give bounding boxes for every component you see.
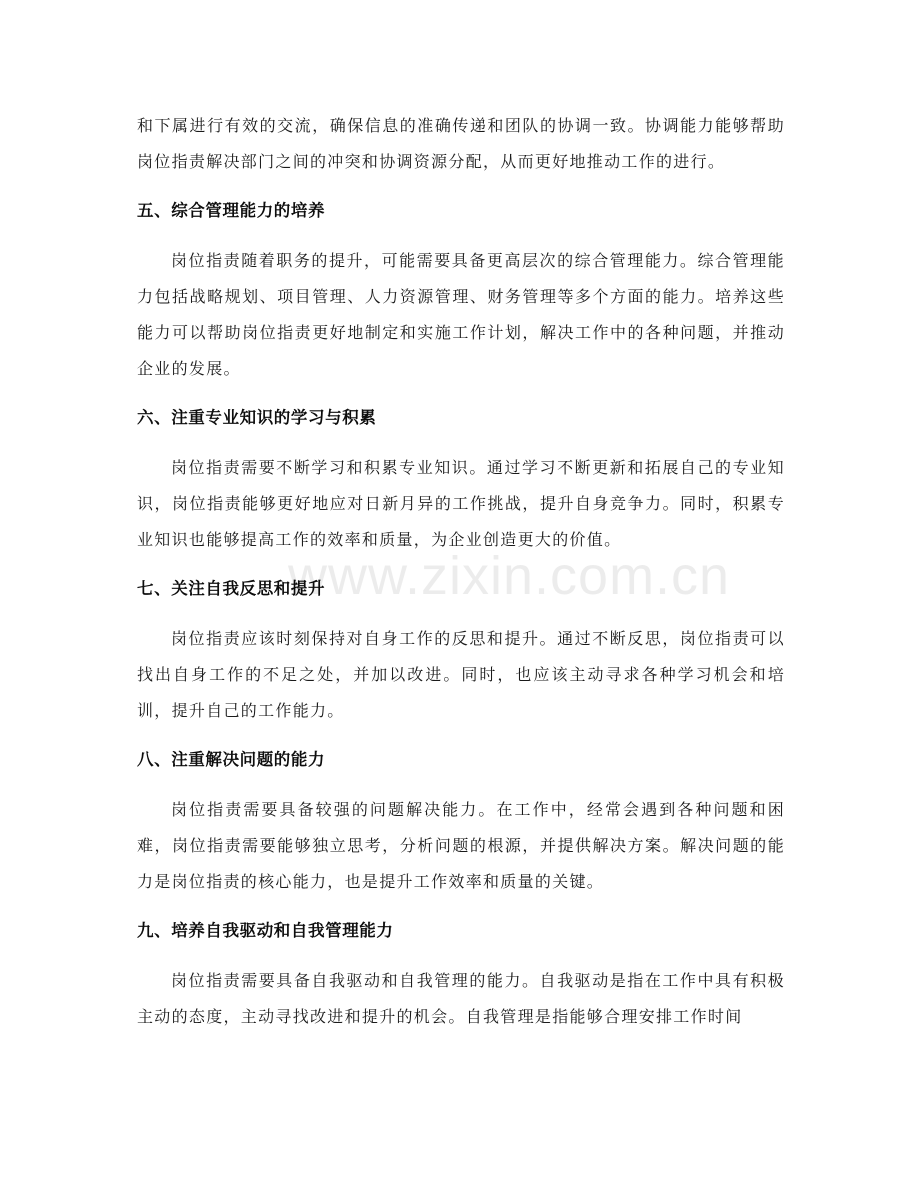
paragraph-intro: 和下属进行有效的交流，确保信息的准确传递和团队的协调一致。协调能力能够帮助岗位指责解决部门之间的冲突和协调资源分配，从而更好地推动工作的进行。 <box>137 116 785 171</box>
paragraph-section-7: 岗位指责应该时刻保持对自身工作的反思和提升。通过不断反思，岗位指责可以找出自身工作的不足之处，并加以改进。同时，也应该主动寻求各种学习机会和培训，提升自己的工作能力。 <box>137 629 785 720</box>
paragraph-section-5: 岗位指责随着职务的提升，可能需要具备更高层次的综合管理能力。综合管理能力包括战略规划、项目管理、人力资源管理、财务管理等多个方面的能力。培养这些能力可以帮助岗位指责更好地制定和实施工作计划，解决工作中的各种问题，并推动企业的发展。 <box>137 251 785 378</box>
heading-section-6: 六、注重专业知识的学习与积累 <box>137 408 377 427</box>
paragraph-section-6: 岗位指责需要不断学习和积累专业知识。通过学习不断更新和拓展自己的专业知识，岗位指责能够更好地应对日新月异的工作挑战，提升自身竞争力。同时，积累专业知识也能够提高工作的效率和质量，为企业创造更大的价值。 <box>137 458 785 549</box>
paragraph-section-9: 岗位指责需要具备自我驱动和自我管理的能力。自我驱动是指在工作中具有积极主动的态度，主动寻找改进和提升的机会。自我管理是指能够合理安排工作时间 <box>137 971 785 1026</box>
heading-section-8: 八、注重解决问题的能力 <box>137 750 326 769</box>
paragraph-section-8: 岗位指责需要具备较强的问题解决能力。在工作中，经常会遇到各种问题和困难，岗位指责需要能够独立思考，分析问题的根源，并提供解决方案。解决问题的能力是岗位指责的核心能力，也是提升工作效率和质量的关键。 <box>137 800 785 891</box>
heading-section-9: 九、培养自我驱动和自我管理能力 <box>137 921 394 940</box>
heading-section-7: 七、关注自我反思和提升 <box>137 579 326 598</box>
document-body <box>137 108 785 1035</box>
watermark-text: www.zixin.com.cn <box>288 546 731 606</box>
heading-section-5: 五、综合管理能力的培养 <box>137 201 326 220</box>
